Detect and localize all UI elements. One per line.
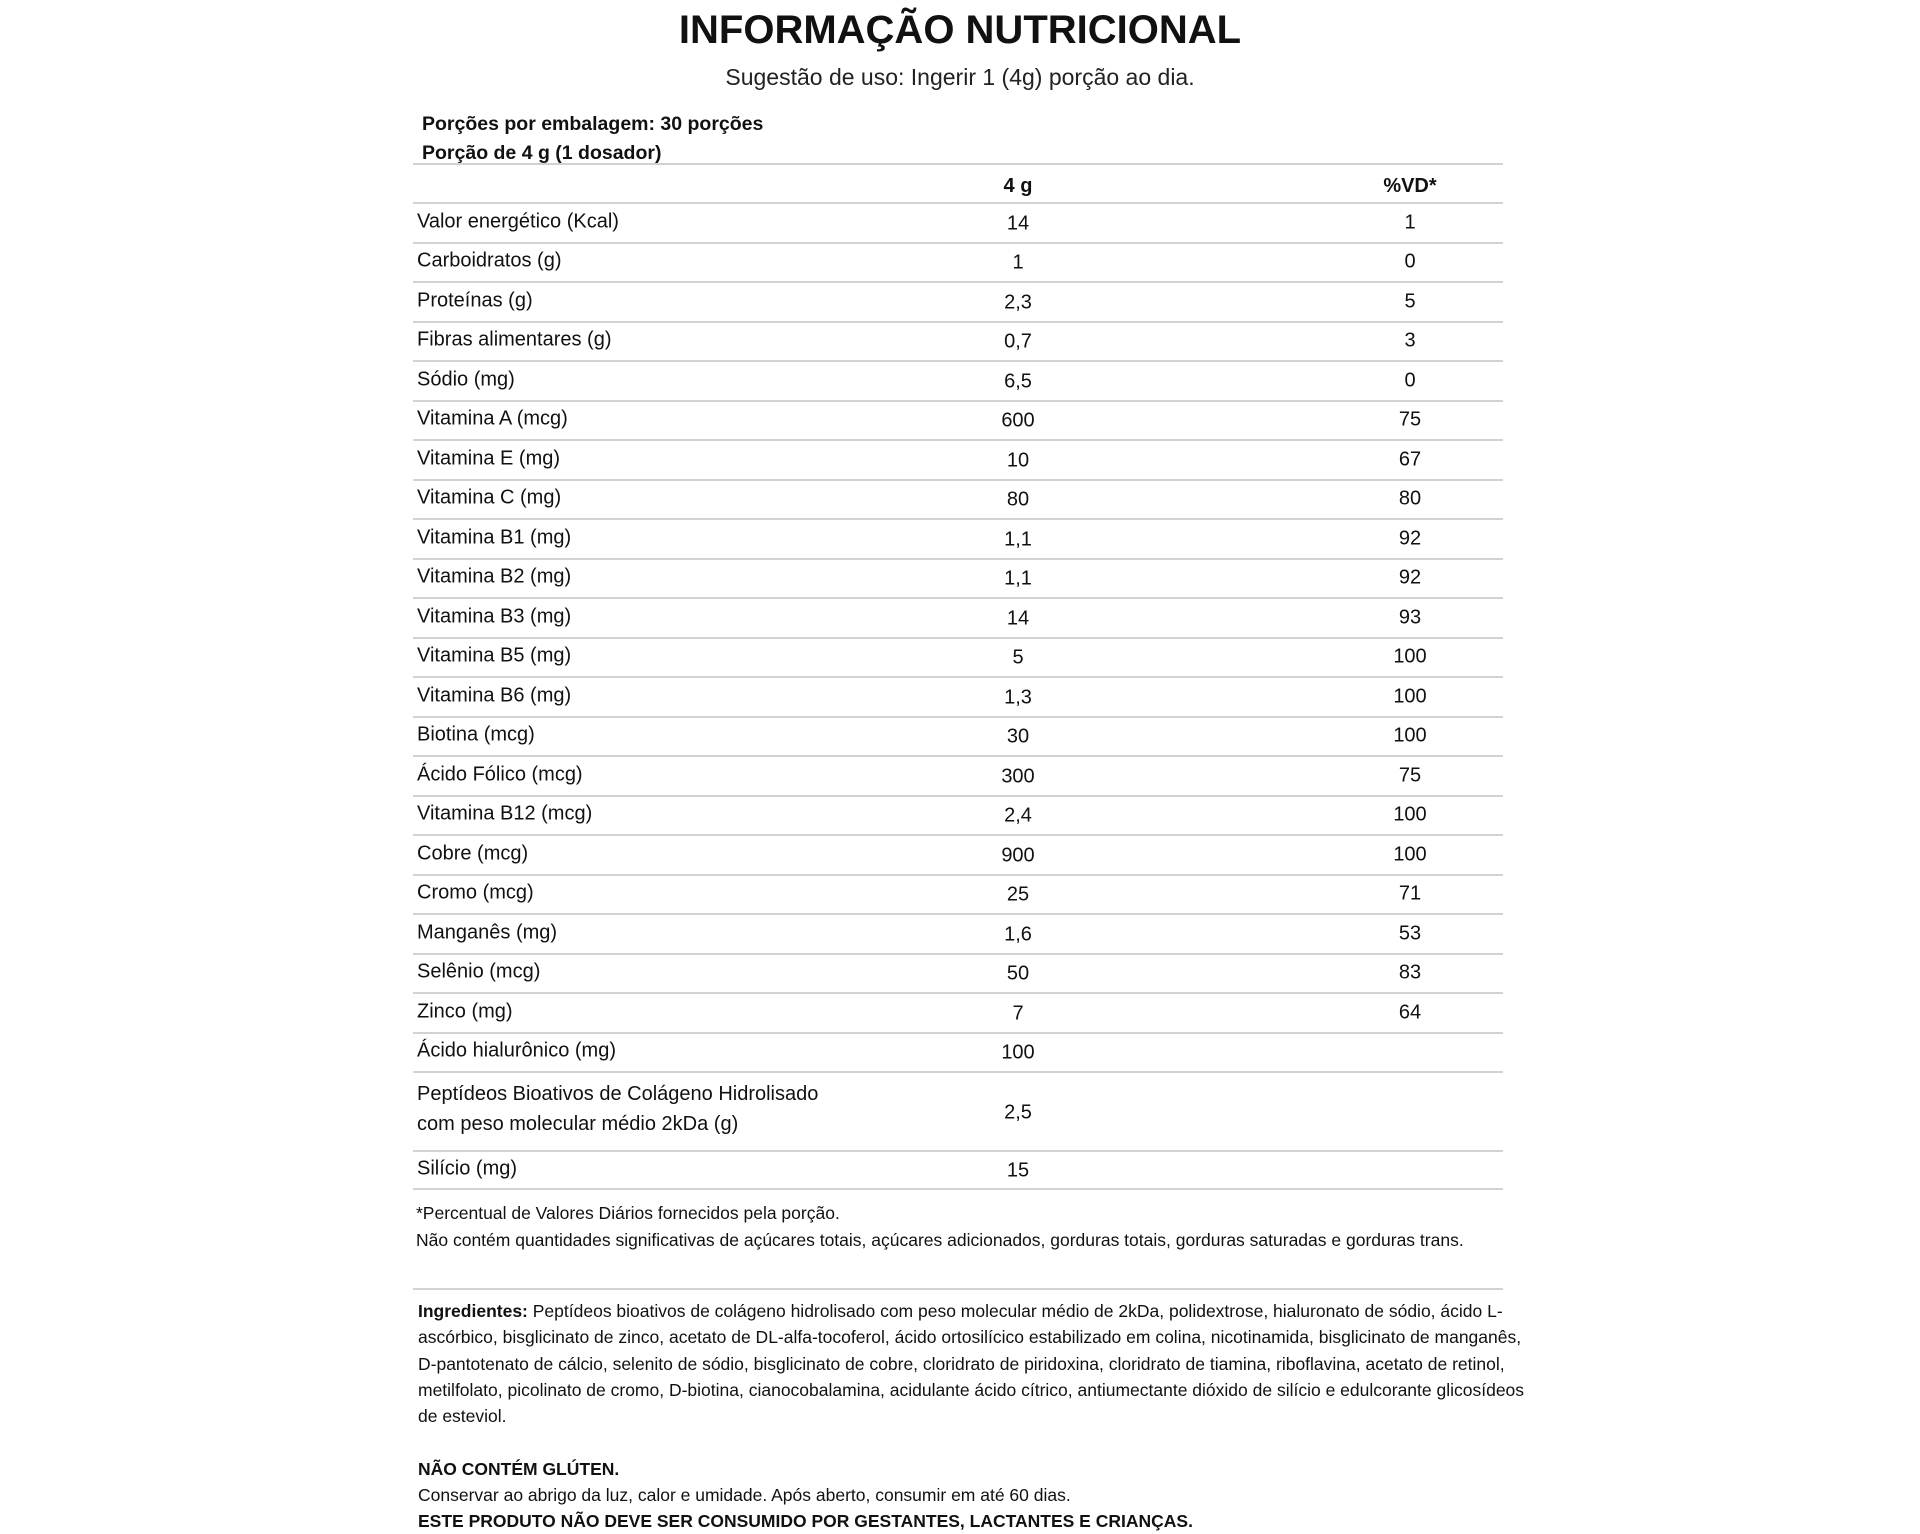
table-header-row xyxy=(413,163,1503,202)
nutrient-name-text: Vitamina B1 (mg) xyxy=(417,526,572,549)
nutrient-daily-value: 100 xyxy=(1393,803,1427,826)
nutrient-amount: 900 xyxy=(1001,844,1035,867)
usage-suggestion: Sugestão de uso: Ingerir 1 (4g) porção ao dia. xyxy=(725,64,1195,90)
nutrient-name-text: Vitamina B3 (mg) xyxy=(417,605,572,628)
nutrient-amount: 300 xyxy=(1001,765,1035,788)
footnote-not-significant: Não contém quantidades significativas de açúcares totais, açúcares adicionados, gorduras totais, gorduras saturadas e gorduras trans. xyxy=(416,1229,1464,1250)
portion-size: Porção de 4 g (1 dosador) xyxy=(422,142,662,164)
consumption-warning: ESTE PRODUTO NÃO DEVE SER CONSUMIDO POR GESTANTES, LACTANTES E CRIANÇAS. xyxy=(418,1511,1193,1531)
nutrient-amount: 15 xyxy=(1006,1159,1030,1182)
nutrient-amount: 1 xyxy=(1012,251,1024,274)
nutrient-daily-value: 92 xyxy=(1398,527,1422,550)
table-row xyxy=(413,1071,1503,1150)
nutrient-name xyxy=(417,878,534,908)
nutrient-daily-value: 67 xyxy=(1398,448,1422,471)
nutrient-name-text: Cobre (mcg) xyxy=(417,842,529,865)
nutrient-daily-value: 100 xyxy=(1393,843,1427,866)
nutrient-name xyxy=(417,443,560,473)
nutrient-daily-value: 75 xyxy=(1398,408,1422,431)
table-row xyxy=(413,360,1503,400)
nutrient-name-text: Fibras alimentares (g) xyxy=(417,328,612,351)
nutrient-name xyxy=(417,206,619,236)
nutrient-amount: 30 xyxy=(1006,725,1030,748)
footnote-daily-value: *Percentual de Valores Diários fornecidos pela porção. xyxy=(416,1203,840,1223)
nutrient-amount: 80 xyxy=(1006,488,1030,511)
nutrient-daily-value: 75 xyxy=(1398,764,1422,787)
nutrition-table xyxy=(413,163,1503,1190)
table-row xyxy=(413,913,1503,953)
nutrient-name-text: Biotina (mcg) xyxy=(417,723,535,746)
table-row xyxy=(413,676,1503,716)
nutrient-name-text: Ácido hialurônico (mg) xyxy=(417,1039,616,1062)
nutrient-amount: 14 xyxy=(1006,607,1030,630)
nutrient-name-text: Cromo (mcg) xyxy=(417,881,534,904)
nutrient-amount: 7 xyxy=(1012,1002,1024,1025)
table-row xyxy=(413,400,1503,440)
nutrient-amount: 6,5 xyxy=(1004,370,1032,393)
nutrient-amount: 1,3 xyxy=(1004,686,1032,709)
nutrient-daily-value: 80 xyxy=(1398,487,1422,510)
nutrient-daily-value: 64 xyxy=(1398,1001,1422,1024)
nutrient-name xyxy=(417,522,571,552)
nutrient-name-text: Ácido Fólico (mcg) xyxy=(417,763,583,786)
nutrient-daily-value: 92 xyxy=(1398,566,1422,589)
gluten-notice: NÃO CONTÉM GLÚTEN. xyxy=(418,1459,620,1479)
nutrient-daily-value: 83 xyxy=(1398,961,1422,984)
nutrient-amount: 5 xyxy=(1012,646,1024,669)
nutrient-amount: 25 xyxy=(1006,883,1030,906)
nutrient-name-text: Valor energético (Kcal) xyxy=(417,210,619,233)
nutrient-name-text: Zinco (mg) xyxy=(417,1000,513,1023)
nutrient-name xyxy=(417,799,592,829)
nutrient-name-text: Silício (mg) xyxy=(417,1157,518,1180)
nutrient-daily-value: 71 xyxy=(1398,882,1422,905)
nutrient-name xyxy=(417,404,568,434)
nutrient-daily-value: 53 xyxy=(1398,922,1422,945)
nutrient-name-text: Vitamina B2 (mg) xyxy=(417,565,572,588)
nutrient-name-text: Vitamina C (mg) xyxy=(417,486,562,509)
page-title: INFORMAÇÃO NUTRICIONAL xyxy=(678,8,1242,52)
nutrient-amount: 10 xyxy=(1006,449,1030,472)
nutrient-name-text: Vitamina E (mg) xyxy=(417,447,561,470)
table-row xyxy=(413,1150,1503,1190)
footnote xyxy=(416,1200,1506,1253)
nutrient-amount: 600 xyxy=(1001,409,1035,432)
table-body xyxy=(413,202,1503,1190)
nutrient-name-text: Manganês (mg) xyxy=(417,921,558,944)
column-header-amount: 4 g xyxy=(1003,174,1033,197)
ingredients-label: Ingredientes: xyxy=(418,1301,528,1321)
nutrient-name xyxy=(417,246,562,276)
nutrient-amount: 1,1 xyxy=(1004,567,1032,590)
nutrient-daily-value: 5 xyxy=(1404,290,1416,313)
table-row xyxy=(413,716,1503,756)
nutrient-name xyxy=(417,601,571,631)
notices-block xyxy=(418,1456,1528,1534)
nutrient-name xyxy=(417,957,540,987)
nutrient-name-text-line2: com peso molecular médio 2kDa (g) xyxy=(417,1112,739,1135)
ingredients-block xyxy=(418,1298,1528,1429)
nutrient-name xyxy=(417,483,561,513)
nutrient-amount: 14 xyxy=(1006,212,1030,235)
nutrient-daily-value: 0 xyxy=(1404,250,1416,273)
nutrient-amount: 2,4 xyxy=(1004,804,1032,827)
table-row xyxy=(413,755,1503,795)
nutrient-name xyxy=(417,562,571,592)
nutrient-name xyxy=(417,364,515,394)
nutrient-name-text: Carboidratos (g) xyxy=(417,249,562,272)
table-row xyxy=(413,439,1503,479)
table-row xyxy=(413,518,1503,558)
nutrient-name xyxy=(417,325,612,355)
storage-notice: Conservar ao abrigo da luz, calor e umidade. Após aberto, consumir em até 60 dias. xyxy=(418,1485,1071,1505)
nutrient-name-text: Vitamina B5 (mg) xyxy=(417,644,572,667)
nutrient-name-text: Vitamina B12 (mcg) xyxy=(417,802,593,825)
nutrient-amount: 50 xyxy=(1006,962,1030,985)
nutrient-name-text: Vitamina B6 (mg) xyxy=(417,684,572,707)
nutrient-name xyxy=(417,1079,818,1139)
nutrient-daily-value: 1 xyxy=(1404,211,1416,234)
portions-info xyxy=(422,110,763,168)
nutrient-name-text: Peptídeos Bioativos de Colágeno Hidrolisado xyxy=(417,1082,819,1105)
table-row xyxy=(413,479,1503,519)
nutrient-daily-value: 100 xyxy=(1393,645,1427,668)
table-row xyxy=(413,281,1503,321)
nutrient-name xyxy=(417,641,571,671)
nutrient-daily-value: 0 xyxy=(1404,369,1416,392)
nutrient-name-text: Vitamina A (mcg) xyxy=(417,407,568,430)
table-row xyxy=(413,597,1503,637)
table-row xyxy=(413,953,1503,993)
section-divider xyxy=(413,1288,1503,1290)
nutrient-name xyxy=(417,285,533,315)
nutrient-name xyxy=(417,720,535,750)
table-row xyxy=(413,242,1503,282)
nutrient-amount: 2,3 xyxy=(1004,291,1032,314)
nutrient-daily-value: 100 xyxy=(1393,724,1427,747)
nutrient-name xyxy=(417,917,557,947)
nutrient-daily-value: 93 xyxy=(1398,606,1422,629)
table-row xyxy=(413,834,1503,874)
nutrient-daily-value: 100 xyxy=(1393,685,1427,708)
portions-per-package: Porções por embalagem: 30 porções xyxy=(422,113,764,135)
nutrient-amount: 100 xyxy=(1001,1041,1035,1064)
nutrient-amount: 1,6 xyxy=(1004,923,1032,946)
nutrient-name xyxy=(417,838,528,868)
nutrient-name xyxy=(417,1153,517,1183)
nutrient-name xyxy=(417,680,571,710)
ingredients-text: Peptídeos bioativos de colágeno hidrolisado com peso molecular médio de 2kDa, polidextrose, hialuronato de sódio, ácido L-ascórbico, bisglicinato de zinco, acetato de DL-alfa-tocoferol, ácido ortosilícico estabilizado em colina, nicotinamida, bisglicinato de manganês, D-pantotenato de cálcio, selenito de sódio, bisglicinato de cobre, cloridrato de piridoxina, cloridrato de tiamina, riboflavina, acetato de retinol, metilfolato, picolinato de cromo, D-biotina, cianocobalamina, acidulante ácido cítrico, antiumectante dióxido de silício e edulcorante glicosídeos de esteviol. xyxy=(418,1301,1525,1427)
nutrient-amount: 0,7 xyxy=(1004,330,1032,353)
table-row xyxy=(413,1032,1503,1072)
nutrient-name xyxy=(417,1036,616,1066)
nutrient-name xyxy=(417,996,513,1026)
nutrient-daily-value: 3 xyxy=(1404,329,1416,352)
nutrient-amount: 2,5 xyxy=(1004,1101,1032,1124)
table-row xyxy=(413,795,1503,835)
nutrient-name-text: Sódio (mg) xyxy=(417,368,515,391)
table-row xyxy=(413,558,1503,598)
nutrient-name-text: Selênio (mcg) xyxy=(417,960,541,983)
table-row xyxy=(413,321,1503,361)
nutrient-amount: 1,1 xyxy=(1004,528,1032,551)
nutrient-name xyxy=(417,759,583,789)
table-row xyxy=(413,637,1503,677)
nutrient-name-text: Proteínas (g) xyxy=(417,289,533,312)
table-row xyxy=(413,202,1503,242)
table-row xyxy=(413,992,1503,1032)
table-row xyxy=(413,874,1503,914)
column-header-daily-value: %VD* xyxy=(1383,174,1437,197)
